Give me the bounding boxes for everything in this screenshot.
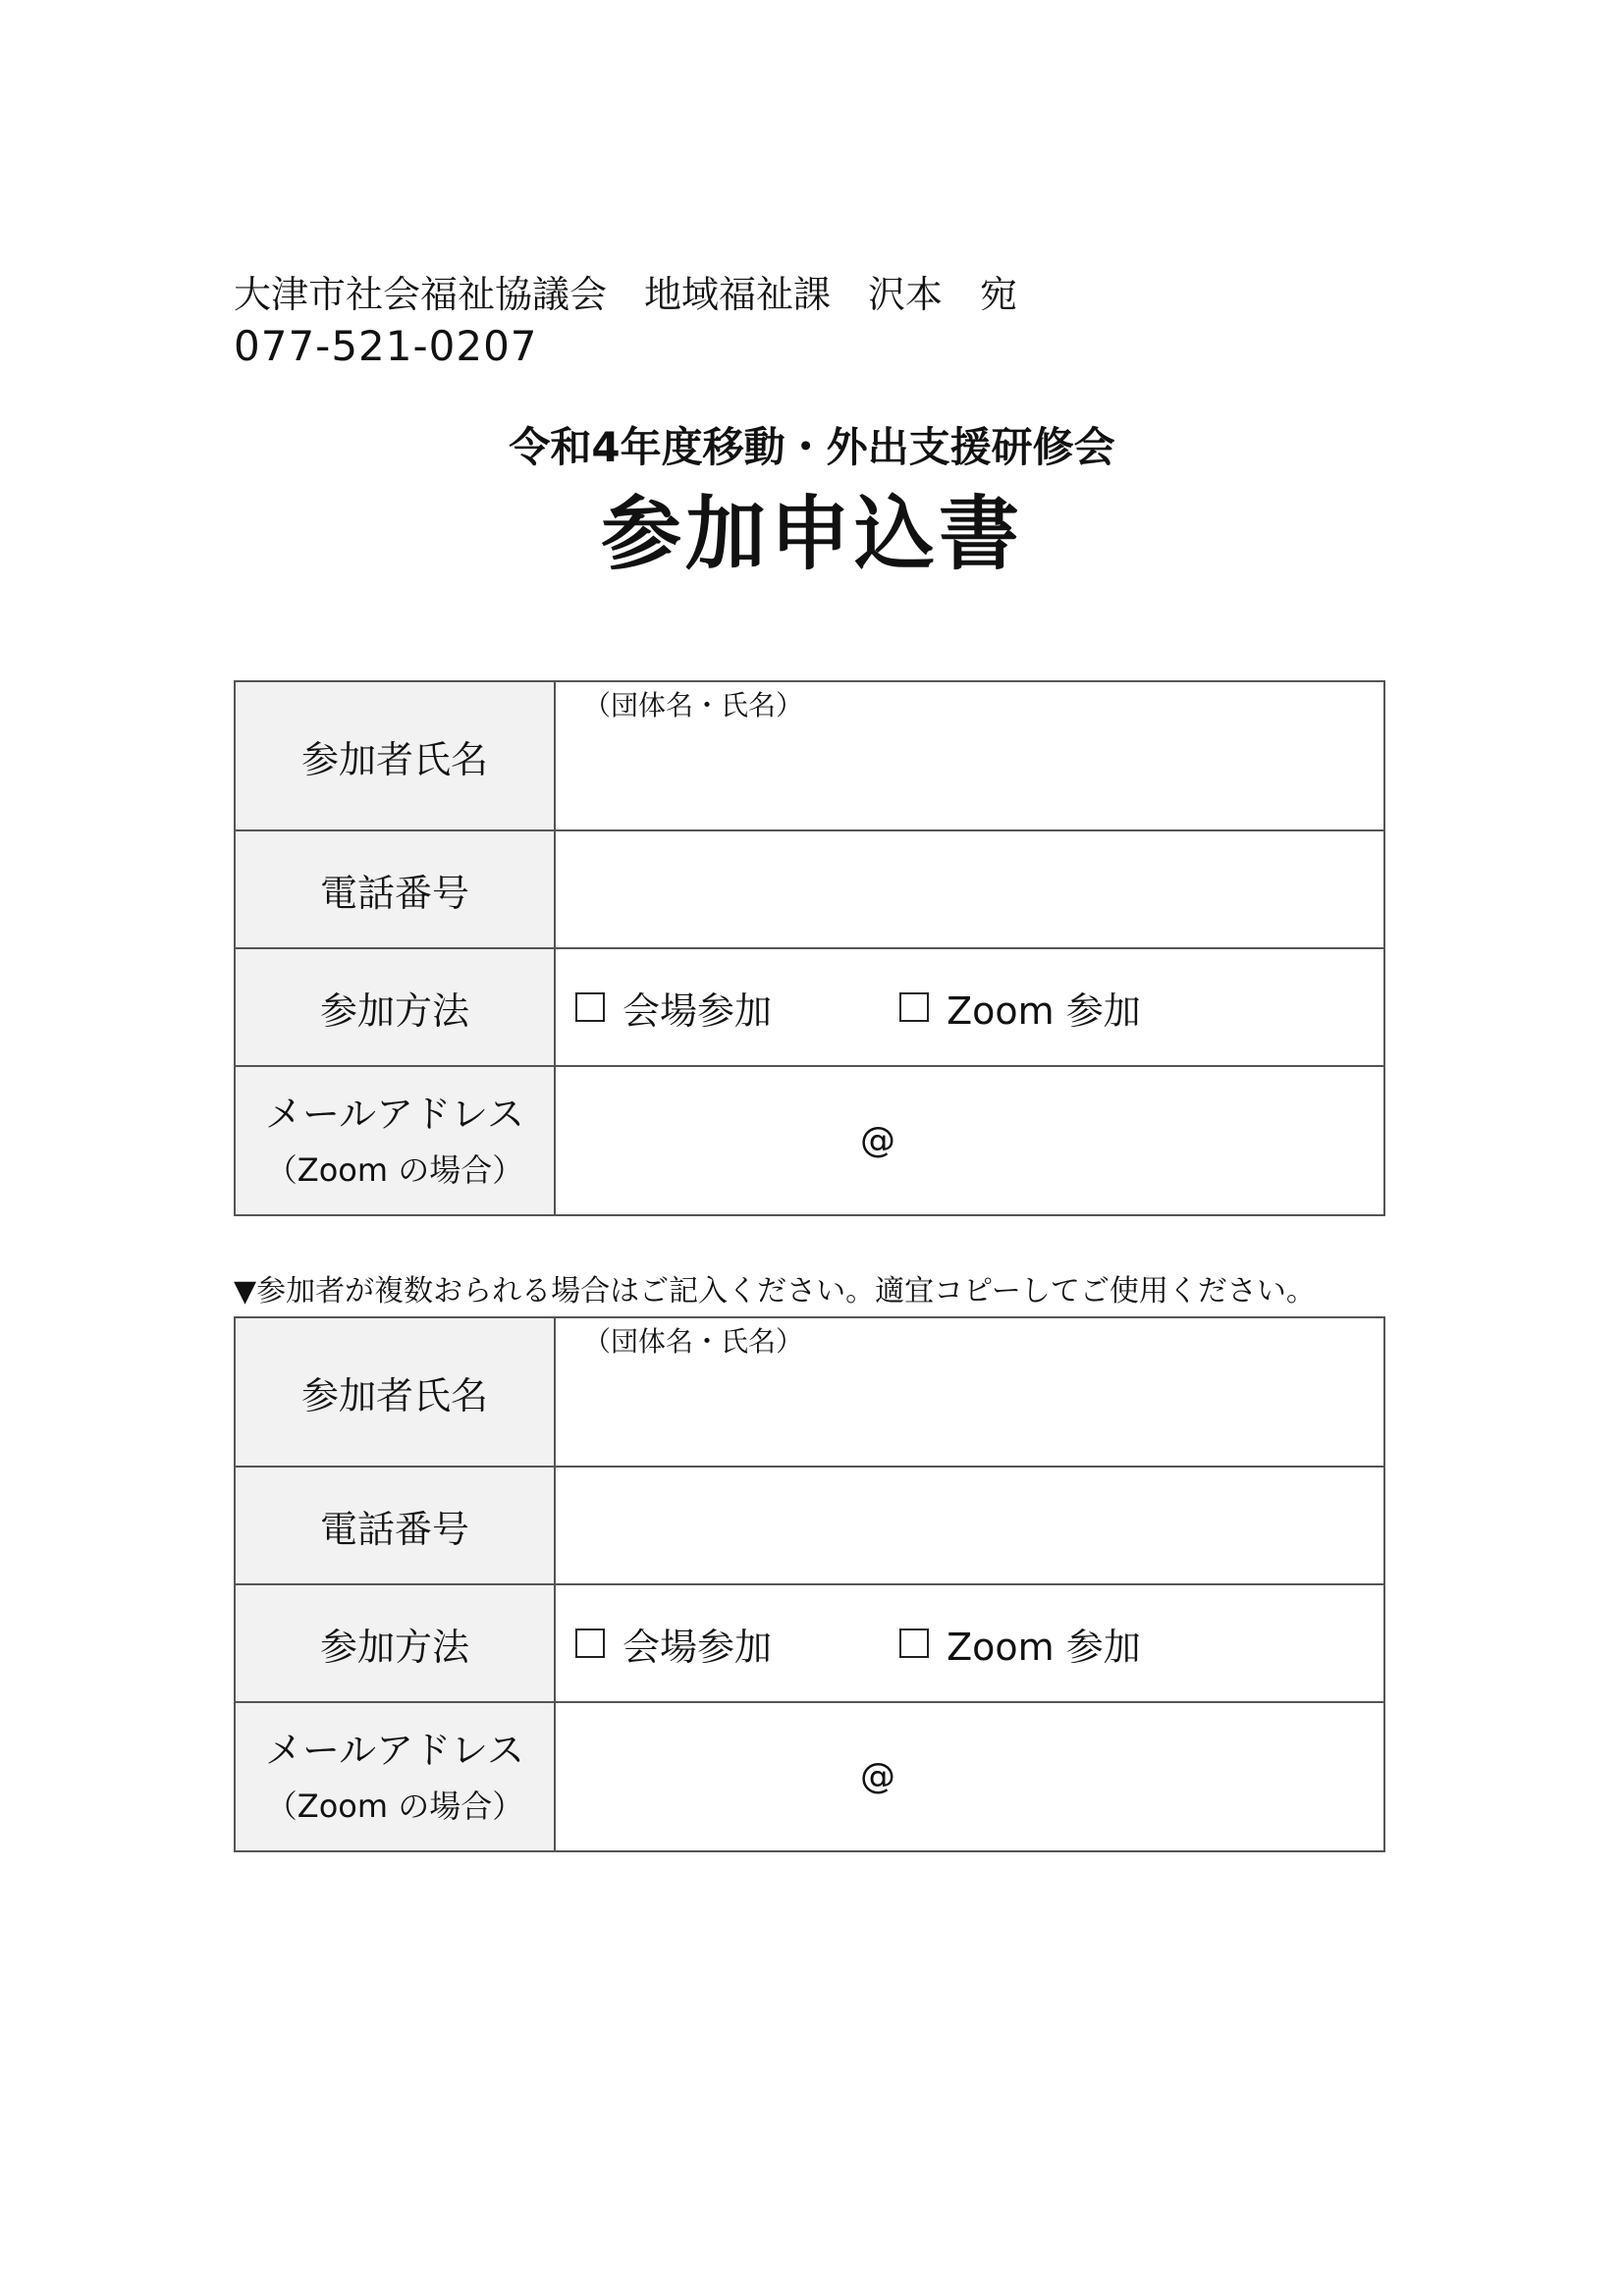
venue-checkbox[interactable]	[575, 992, 605, 1022]
option-venue-label: 会場参加	[623, 1625, 773, 1669]
method-label: 参加方法	[235, 1584, 555, 1702]
phone-label: 電話番号	[235, 830, 555, 948]
email-label-cell	[235, 1702, 555, 1851]
event-title: 令和4年度移動・外出支援研修会	[509, 423, 1115, 471]
method-options	[555, 1584, 1384, 1702]
option-zoom-label: Zoom 参加	[947, 988, 1141, 1033]
option-venue[interactable]	[575, 981, 772, 1035]
at-sign: @	[860, 1756, 895, 1797]
phone-field[interactable]	[555, 1467, 1384, 1584]
email-sublabel: （Zoom の場合）	[265, 1788, 524, 1825]
option-venue-label: 会場参加	[623, 988, 773, 1033]
email-label: メールアドレス	[264, 1093, 525, 1136]
phone-label: 電話番号	[235, 1467, 555, 1584]
method-label: 参加方法	[235, 948, 555, 1066]
addressee: 大津市社会福祉協議会 地域福祉課 沢本 宛	[234, 273, 1018, 316]
option-zoom[interactable]	[899, 1617, 1141, 1671]
option-venue[interactable]	[575, 1617, 772, 1671]
zoom-checkbox[interactable]	[899, 1629, 929, 1658]
option-zoom[interactable]	[899, 981, 1141, 1035]
option-zoom-label: Zoom 参加	[947, 1625, 1141, 1669]
participant-name-label: 参加者氏名	[235, 681, 555, 830]
application-form-1	[234, 680, 1385, 1216]
email-field[interactable]	[555, 1702, 1384, 1851]
email-sublabel: （Zoom の場合）	[265, 1151, 524, 1189]
contact-phone: 077-521-0207	[234, 322, 538, 370]
zoom-checkbox[interactable]	[899, 992, 929, 1022]
email-field[interactable]	[555, 1066, 1384, 1215]
page-title: 参加申込書	[600, 488, 1023, 581]
application-form-2	[234, 1316, 1385, 1852]
email-label-cell	[235, 1066, 555, 1215]
participant-name-label: 参加者氏名	[235, 1317, 555, 1467]
venue-checkbox[interactable]	[575, 1629, 605, 1658]
at-sign: @	[860, 1120, 895, 1161]
method-options	[555, 948, 1384, 1066]
participant-name-hint: （団体名・氏名）	[583, 689, 804, 721]
participant-name-field[interactable]	[555, 1317, 1384, 1467]
participant-name-field[interactable]	[555, 681, 1384, 830]
phone-field[interactable]	[555, 830, 1384, 948]
email-label: メールアドレス	[264, 1729, 525, 1772]
participant-name-hint: （団体名・氏名）	[583, 1325, 804, 1358]
multiple-participants-note: ▼参加者が複数おられる場合はご記入ください。適宜コピーしてご使用ください。	[234, 1274, 1316, 1308]
